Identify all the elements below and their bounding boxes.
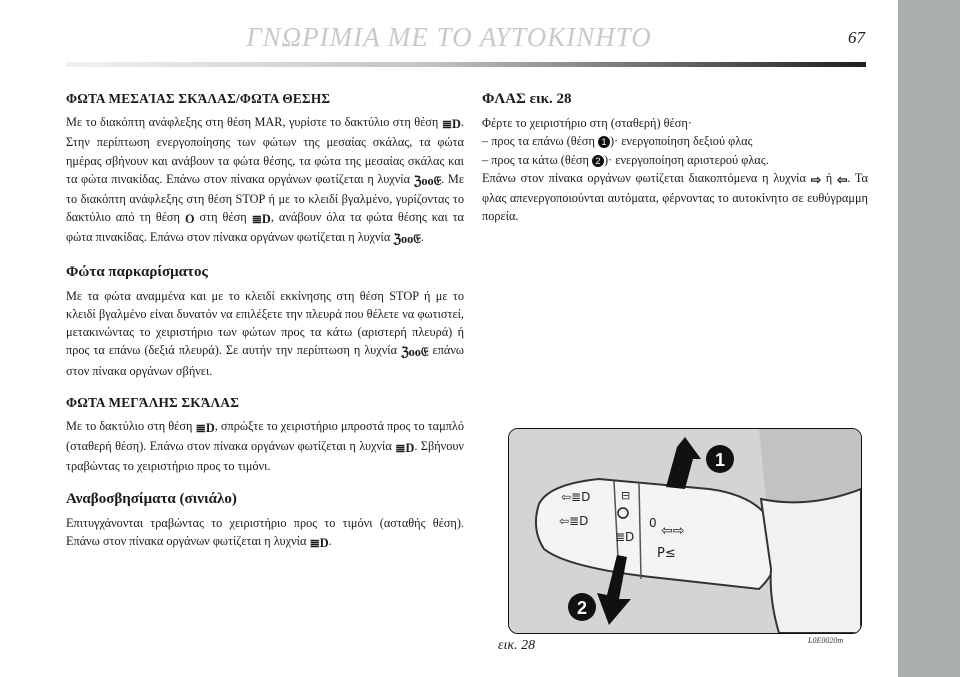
svg-text:≣D: ≣D <box>615 530 635 544</box>
high-beam-icon: ≣D <box>309 536 329 551</box>
svg-text:P≤: P≤ <box>657 546 676 561</box>
svg-text:⇦⇨: ⇦⇨ <box>661 523 685 539</box>
low-beam-icon: ≣D <box>251 212 271 227</box>
figure-28-stalk-illustration <box>508 428 862 634</box>
paragraph-high-beam: Με το δακτύλιο στη θέση ≣D, σπρώξτε το χειριστήριο μπροστά προς το ταμπλό (σταθερή θέση). Επάνω στον πίνακα οργάνων φωτίζεται η λυχνία ≣D. Σβήνουν τραβώντας το χειριστήριο προς το τιμόνι. <box>66 419 464 474</box>
turn-signal-line-2: – προς τα επάνω (θέση 1 )· ενεργοποίηση δεξιού φλας <box>482 134 753 149</box>
section-title-flashing: Αναβοσβησίματα (σινιάλο) <box>66 490 237 507</box>
turn-signal-line-3: – προς τα κάτω (θέση 2 )· ενεργοποίηση αριστερού φλας. <box>482 152 769 167</box>
paragraph-parking-lights: Με τα φώτα αναμμένα και με το κλειδί εκκίνησης στη θέση STOP ή με το κλειδί βγαλμένο είναι δυνατόν να επιλέξετε την πλευρά που θέλετε να φωτιστεί, μετακινώντας το χειριστήριο των φώτων προς τα κάτω (αριστερή πλευρά) ή προς τα επάνω (δεξιά πλευρά). Σε αυτήν την περίπτωση η λυχνία ℨoo𝔈 επάνω στον πίνακα οργάνων σβήνει. <box>66 288 464 378</box>
page-number: 67 <box>848 28 865 47</box>
low-beam-icon: ≣D <box>441 117 461 132</box>
high-beam-icon: ≣D <box>395 441 415 456</box>
position-lights-icon: ℨoo𝔈 <box>393 232 421 247</box>
turn-signal-paragraph: Επάνω στον πίνακα οργάνων φωτίζεται διακοπτόμενα η λυχνία ⇨ ή ⇦. Τα φλας απενεργοποιούνται αυτόματα, φέρνοντας το αυτοκίνητο σε ευθύγραμμη πορεία. <box>482 170 868 224</box>
page-edge-tab <box>898 0 960 677</box>
paragraph-flashing: Επιτυγχάνονται τραβώντας το χειριστήριο προς το τιμόνι (ασταθής θέση). Επάνω στον πίνακα οργάνων φωτίζεται η λυχνία ≣D. <box>66 514 464 552</box>
header-divider <box>66 62 866 67</box>
position-ring-icon: O <box>184 212 195 227</box>
svg-text:0: 0 <box>649 516 657 530</box>
figure-caption: εικ. 28 <box>498 638 536 653</box>
position-lights-icon: ℨoo𝔈 <box>401 345 429 360</box>
turn-right-icon: ⇨ <box>810 172 821 187</box>
section-title-high-beam: ΦΩΤΑ ΜΕΓΆΛΗΣ ΣΚΆΛΑΣ <box>66 394 240 410</box>
left-column <box>66 90 464 552</box>
position-lights-icon: ℨoo𝔈 <box>413 173 442 188</box>
figure-label-1: 1 <box>714 450 726 470</box>
svg-text:⊟: ⊟ <box>621 489 631 502</box>
turn-signal-line-1: Φέρτε το χειριστήριο στη (σταθερή) θέση· <box>482 116 692 131</box>
svg-text:⇦≣D: ⇦≣D <box>559 514 589 528</box>
section-title-low-beam: ΦΩΤΑ ΜΕΣΑΊΑΣ ΣΚΆΛΑΣ/ΦΩΤΑ ΘΕΣΗΣ <box>66 91 331 106</box>
right-column <box>482 90 868 225</box>
figure-label-2: 2 <box>576 598 588 618</box>
position-1-badge: 1 <box>598 136 610 148</box>
paragraph-low-beam: Με το διακόπτη ανάφλεξης στη θέση MAR, γυρίστε το δακτύλιο στη θέση ≣D. Στην περίπτωση ενεργοποίησης των φώτων της μεσαίας σκάλας, τα φώτα ημέρας σβήνουν και ανάβουν τα φώτα θέσης, τα φώτα της μεσαίας σκάλας και τα φώτα πινακίδας. Επάνω στον πίνακα οργάνων φωτίζεται η λυχνία ℨoo𝔈. Με το διακόπτη ανάφλεξης στη θέση STOP ή με το κλειδί βγαλμένο, γυρίζοντας το δακτύλιο από τη θέση O στη θέση ≣D, ανάβουν όλα τα φώτα θέσης και τα φώτα πινακίδας. Επάνω στον πίνακα οργάνων φωτίζεται η λυχνία ℨoo𝔈. <box>66 113 464 248</box>
svg-text:⇦≣D: ⇦≣D <box>561 490 591 504</box>
position-2-badge: 2 <box>592 155 604 167</box>
section-title-turn-signals: ΦΛΑΣ εικ. 28 <box>482 91 572 107</box>
section-title-parking-lights: Φώτα παρκαρίσματος <box>66 263 208 280</box>
low-beam-icon: ≣D <box>195 421 215 436</box>
stalk-drawing <box>509 429 861 633</box>
page-header-title: ΓΝΩΡΙΜΙΑ ΜΕ ΤΟ ΑΥΤΟΚΙΝΗΤΟ <box>246 22 652 52</box>
figure-code: L0E0020m <box>808 636 844 645</box>
turn-left-icon: ⇦ <box>836 172 848 187</box>
